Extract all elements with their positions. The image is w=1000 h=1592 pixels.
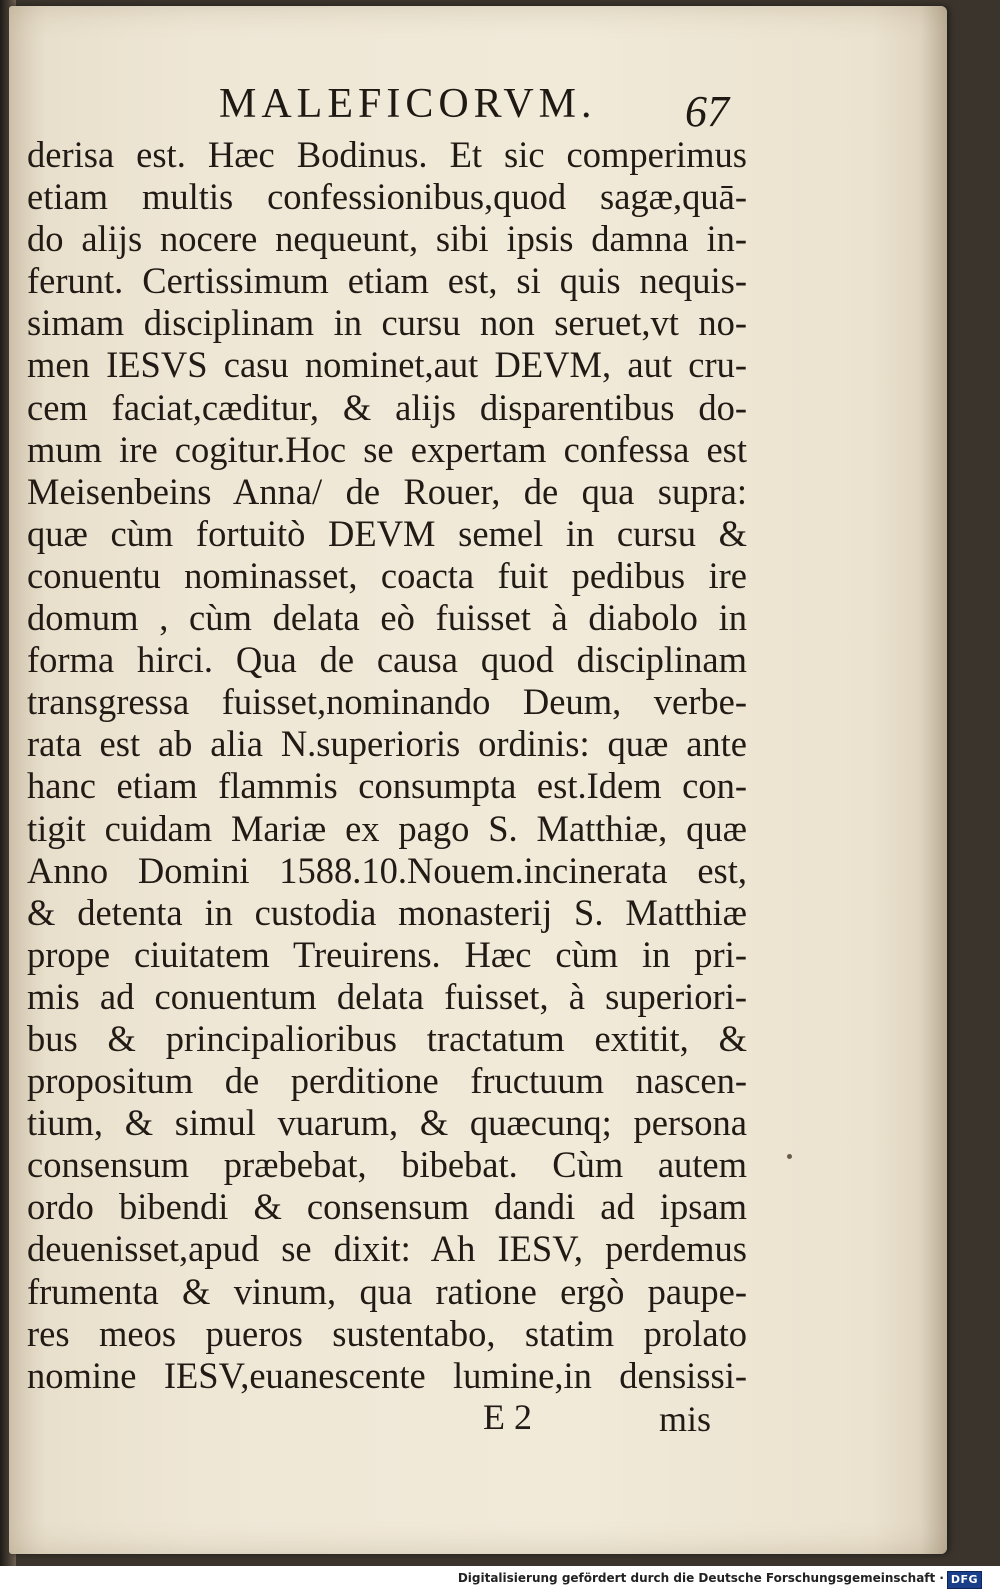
- text-line: tigit cuidam Mariæ ex pago S. Matthiæ, quæ: [27, 807, 747, 849]
- running-head: MALEFICORVM.: [219, 81, 597, 127]
- page-edge-shadow: [921, 6, 947, 1554]
- digitization-footer: [0, 1566, 1000, 1592]
- text-line: frumenta & vinum, qua ratione ergò paupe-: [27, 1270, 747, 1312]
- text-line: mum ire cogitur.Hoc se expertam confessa est: [27, 428, 747, 470]
- dfg-logo: DFG: [947, 1571, 982, 1589]
- text-line: res meos pueros sustentabo, statim prolato: [27, 1312, 747, 1354]
- text-line: forma hirci. Qua de causa quod disciplinam: [27, 639, 747, 681]
- text-line: rata est ab alia N.superioris ordinis: quæ ante: [27, 723, 747, 765]
- ink-spot: [787, 1154, 792, 1159]
- text-line: & detenta in custodia monasterij S. Matthiæ: [27, 891, 747, 933]
- text-line: prope ciuitatem Treuirens. Hæc cùm in pri-: [27, 933, 747, 975]
- text-line: Anno Domini 1588.10.Nouem.incinerata est,: [27, 849, 747, 891]
- text-line: hanc etiam flammis consumpta est.Idem con-: [27, 765, 747, 807]
- page-number: 67: [685, 87, 729, 136]
- text-line: ordo bibendi & consensum dandi ad ipsam: [27, 1186, 747, 1228]
- text-line: conuentu nominasset, coacta fuit pedibus ire: [27, 554, 747, 596]
- text-line: nomine IESV,euanescente lumine,in densissi-: [27, 1354, 747, 1396]
- text-line: mis ad conuentum delata fuisset, à superiori-: [27, 975, 747, 1017]
- text-line: Meisenbeins Anna/ de Rouer, de qua supra:: [27, 470, 747, 512]
- text-line: derisa est. Hæc Bodinus. Et sic comperimus: [27, 134, 747, 175]
- catchword: mis: [659, 1399, 712, 1439]
- text-line: men IESVS casu nominet,aut DEVM, aut cru-: [27, 344, 747, 386]
- text-line: domum , cùm delata eò fuisset à diabolo in: [27, 597, 747, 639]
- text-line: cem faciat,cæditur, & alijs disparentibus do-: [27, 386, 747, 428]
- text-line: ferunt. Certissimum etiam est, si quis nequis-: [27, 260, 747, 302]
- funding-notice: Digitalisierung gefördert durch die Deutsche Forschungsgemeinschaft ·: [457, 1571, 944, 1585]
- text-line: etiam multis confessionibus,quod sagæ,quā-: [27, 176, 747, 218]
- signature-mark: E 2: [483, 1397, 532, 1437]
- text-line: transgressa fuisset,nominando Deum, verbe-: [27, 681, 747, 723]
- text-line: deuenisset,apud se dixit: Ah IESV, perdemus: [27, 1228, 747, 1270]
- text-line: propositum de perditione fructuum nascen-: [27, 1060, 747, 1102]
- text-line: bus & principalioribus tractatum extitit, &: [27, 1017, 747, 1059]
- text-line: tium, & simul vuarum, & quæcunq; persona: [27, 1102, 747, 1144]
- body-text: [27, 134, 747, 1397]
- text-line: do alijs nocere nequeunt, sibi ipsis damna in-: [27, 218, 747, 260]
- text-line: quæ cùm fortuitò DEVM semel in cursu &: [27, 512, 747, 554]
- text-line: simam disciplinam in cursu non seruet,vt no-: [27, 302, 747, 344]
- book-page: [9, 6, 947, 1554]
- text-line: consensum præbebat, bibebat. Cùm autem: [27, 1144, 747, 1186]
